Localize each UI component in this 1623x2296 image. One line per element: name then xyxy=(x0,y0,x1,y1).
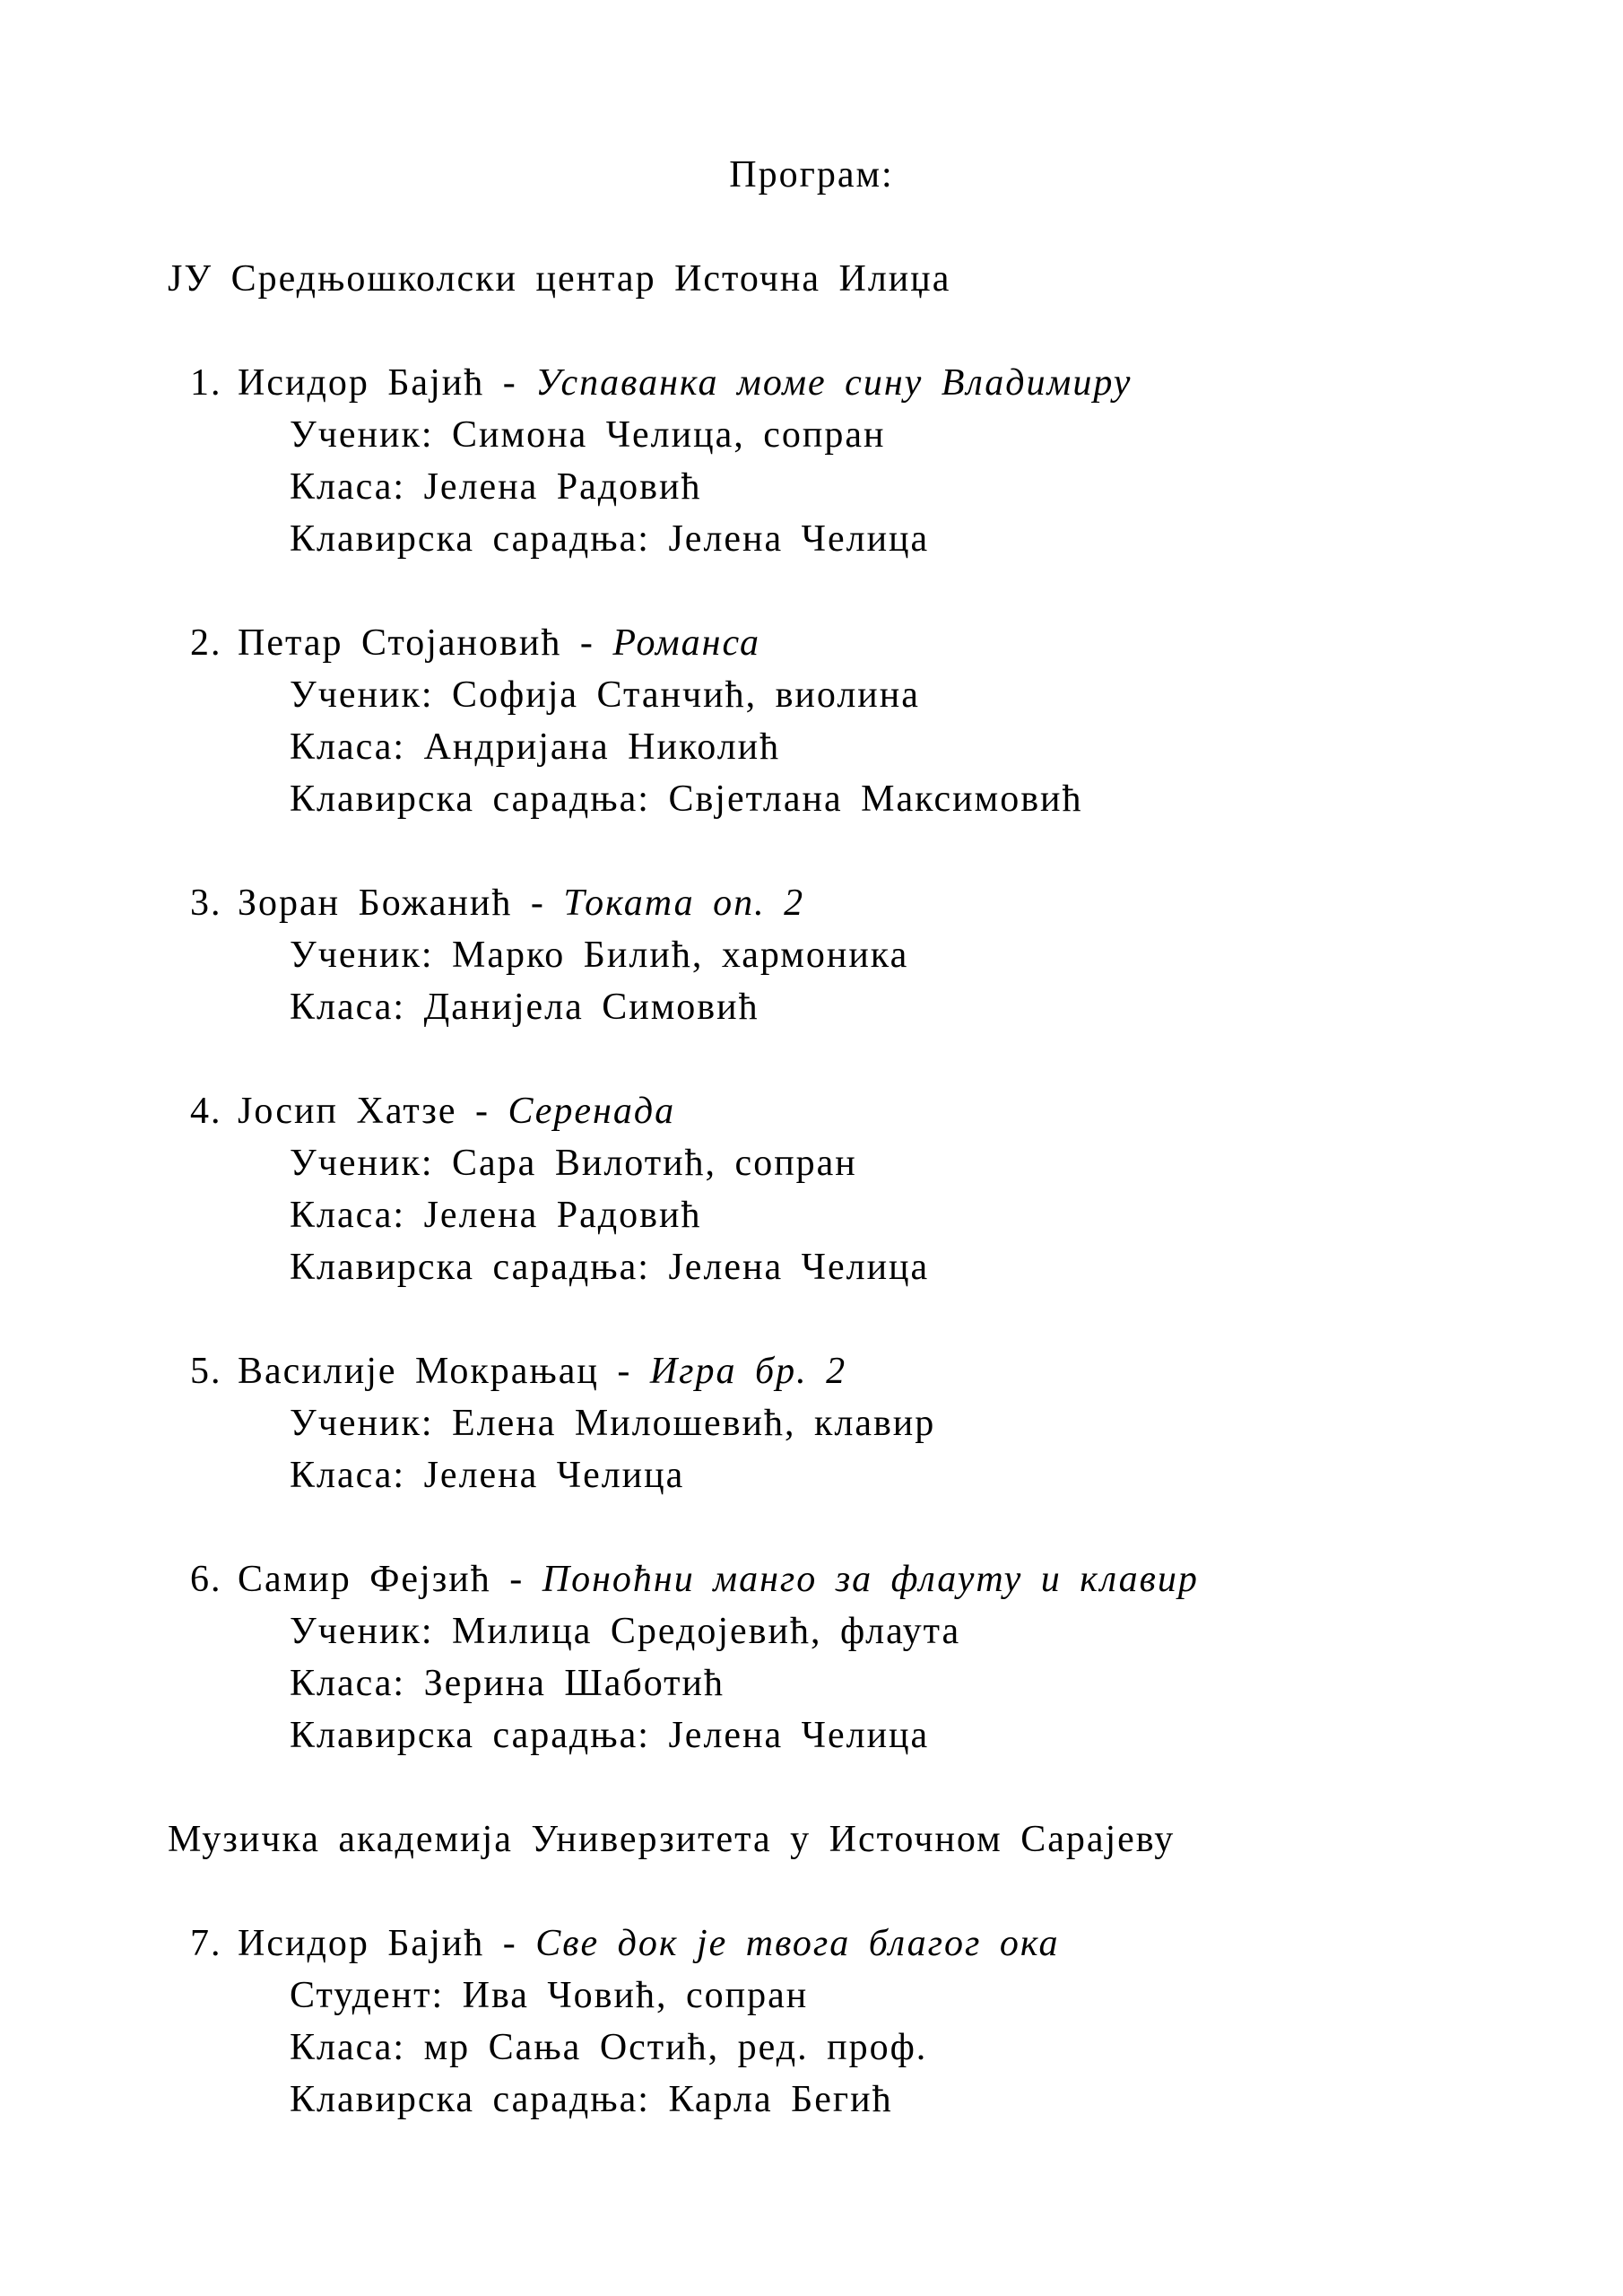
item-number: 2. xyxy=(190,622,222,664)
item-detail: Класа: Јелена Челица xyxy=(290,1455,685,1496)
item-piece-title: Серенада xyxy=(508,1091,676,1132)
item-composer: Самир Фејзић - xyxy=(238,1559,542,1600)
item-number: 1. xyxy=(190,362,222,404)
item-piece-title: Поноћни манго за флауту и клавир xyxy=(542,1559,1199,1600)
item-detail: Клавирска сарадња: Свјетлана Максимовић xyxy=(290,778,1083,820)
item-piece-title: Игра бр. 2 xyxy=(649,1351,847,1392)
item-composer: Исидор Бајић - xyxy=(238,1923,536,1964)
page-title: Програм: xyxy=(729,154,894,196)
item-detail: Клавирска сарадња: Јелена Челица xyxy=(290,1715,930,1756)
item-detail: Класа: Зерина Шаботић xyxy=(290,1663,725,1704)
item-detail: Клавирска сарадња: Карла Бегић xyxy=(290,2079,893,2120)
item-number: 7. xyxy=(190,1923,222,1964)
item-piece-title: Токата оп. 2 xyxy=(563,883,805,924)
item-detail: Ученик: Милица Средојевић, флаута xyxy=(290,1611,961,1652)
program-item xyxy=(190,1085,1623,1293)
item-title-line xyxy=(190,1918,1623,1970)
item-detail: Класа: Јелена Радовић xyxy=(290,466,702,508)
item-composer: Зоран Божанић - xyxy=(238,883,564,924)
item-detail: Клавирска сарадња: Јелена Челица xyxy=(290,518,930,560)
program-item xyxy=(190,877,1623,1033)
item-number: 5. xyxy=(190,1351,222,1392)
item-piece-title: Све док је твога благог ока xyxy=(535,1923,1060,1964)
item-number: 3. xyxy=(190,883,222,924)
item-detail: Ученик: Софија Станчић, виолина xyxy=(290,674,920,716)
section-heading: Музичка академија Универзитета у Источном Сарајеву xyxy=(168,1819,1176,1860)
item-title-line xyxy=(190,357,1623,409)
item-title-line xyxy=(190,877,1623,929)
item-composer: Исидор Бајић - xyxy=(238,362,536,404)
item-detail: Класа: Јелена Радовић xyxy=(290,1195,702,1236)
item-title-line xyxy=(190,1553,1623,1605)
item-number: 4. xyxy=(190,1091,222,1132)
item-detail: Класа: мр Сања Остић, ред. проф. xyxy=(290,2027,928,2068)
item-composer: Јосип Хатзе - xyxy=(238,1091,508,1132)
item-piece-title: Успаванка моме сину Владимиру xyxy=(535,362,1133,404)
program-item xyxy=(190,357,1623,565)
program-item xyxy=(190,1553,1623,1761)
item-detail: Ученик: Сара Вилотић, сопран xyxy=(290,1143,857,1184)
program-item xyxy=(190,1918,1623,2126)
item-detail: Ученик: Марко Билић, хармоника xyxy=(290,935,909,976)
item-detail: Ученик: Симона Челица, сопран xyxy=(290,414,886,456)
item-composer: Василије Мокрањац - xyxy=(238,1351,650,1392)
item-title-line xyxy=(190,617,1623,669)
item-number: 6. xyxy=(190,1559,222,1600)
program-item xyxy=(190,617,1623,825)
section-heading: ЈУ Средњошколски центар Источна Илиџа xyxy=(168,258,951,300)
item-detail: Клавирска сарадња: Јелена Челица xyxy=(290,1247,930,1288)
item-title-line xyxy=(190,1085,1623,1137)
program-body xyxy=(0,253,1623,2126)
item-detail: Класа: Данијела Симовић xyxy=(290,987,759,1028)
item-title-line xyxy=(190,1345,1623,1397)
program-item xyxy=(190,1345,1623,1501)
item-detail: Студент: Ива Човић, сопран xyxy=(290,1975,809,2016)
item-composer: Петар Стојановић - xyxy=(238,622,613,664)
item-detail: Ученик: Елена Милошевић, клавир xyxy=(290,1403,936,1444)
item-piece-title: Романса xyxy=(612,622,761,664)
item-detail: Класа: Андријана Николић xyxy=(290,726,781,768)
